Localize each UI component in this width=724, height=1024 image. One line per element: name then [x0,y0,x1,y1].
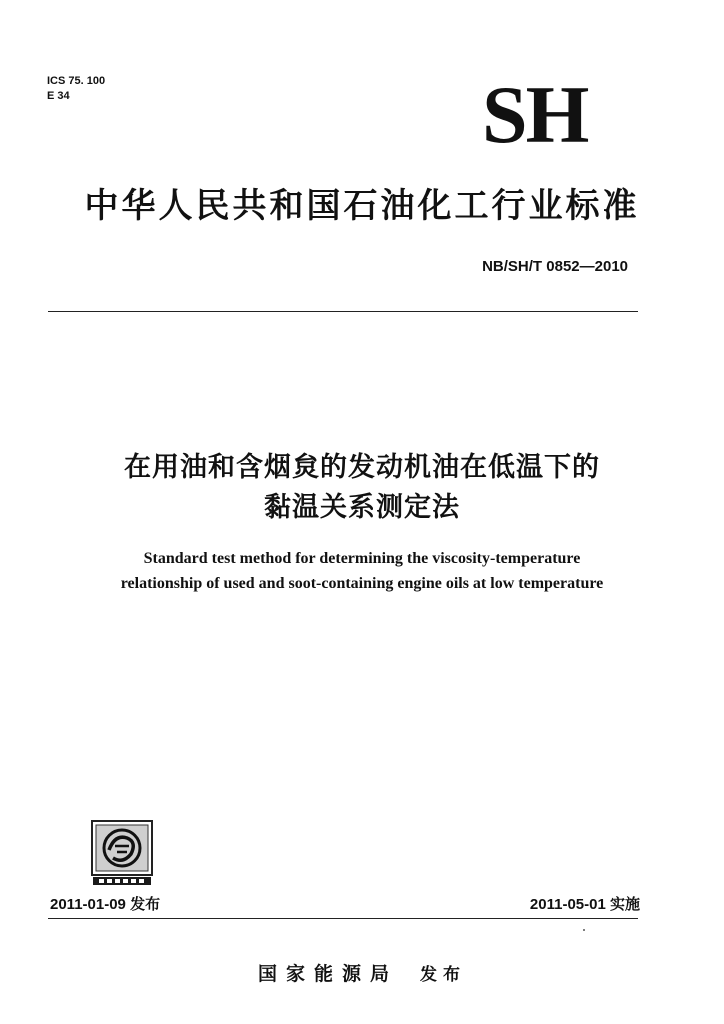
title-cn-line-1: 在用油和含烟炱的发动机油在低温下的 [124,452,600,483]
industry-standard-title: 中华人民共和国石油化工行业标准 [84,186,640,226]
top-divider [48,311,638,312]
title-en-line-2: relationship of used and soot-containing engine oils at low temperature [120,575,604,592]
issuer-name: 国家能源局 [257,963,398,985]
ccs-code: E 34 [47,90,70,102]
scan-speck [583,929,585,931]
bottom-divider [48,918,638,919]
standard-category-mark: SH [482,69,588,160]
title-cn-line-2: 黏温关系测定法 [264,492,460,523]
document-title-chinese [0,448,724,528]
implementation-date: 2011-05-01 实施 [529,896,640,913]
classification-codes [47,74,105,104]
issue-action: 发布 [420,965,466,985]
ics-code: ICS 75. 100 [47,75,106,87]
document-title-english [0,546,724,596]
issuing-authority [0,959,724,986]
title-en-line-1: Standard test method for determining the viscosity-temperature [143,550,581,567]
issue-date: 2011-01-09 发布 [50,896,161,913]
standard-number: NB/SH/T 0852—2010 [482,258,628,275]
publisher-seal-icon [91,820,153,886]
